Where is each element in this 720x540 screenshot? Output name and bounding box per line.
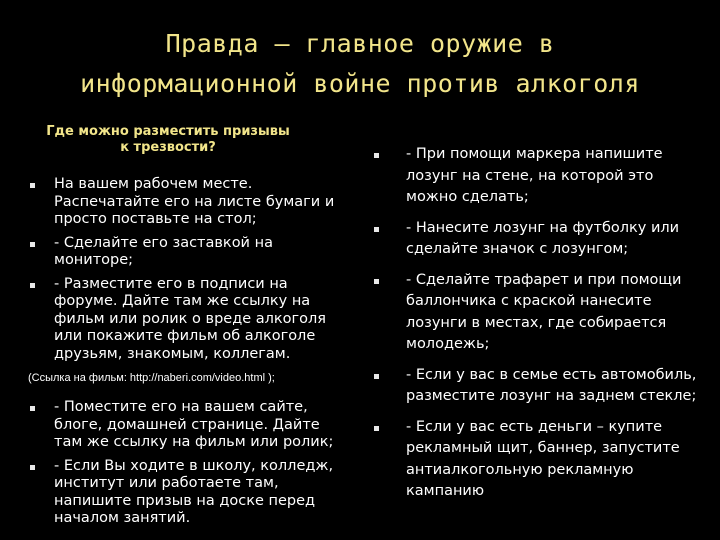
left-subheading [28,124,348,156]
slide-title [0,24,720,104]
slide-title-line-2: информационной войне против алкоголя [80,69,640,98]
square-bullet-icon [30,406,35,411]
list-item [28,235,348,270]
left-list-b [28,399,348,528]
list-item [28,399,348,452]
film-link-note: (Ссылка на фильм: http://naberi.com/video.html ); [28,372,275,384]
list-item-text: - При помощи маркера напишите лозунг на стене, на которой это можно сделать; [406,146,663,205]
square-bullet-icon [30,242,35,247]
left-column [28,124,348,534]
list-item-text: - Если Вы ходите в школу, колледж, институт или работаете там, напишите призыв на доске перед началом занятий. [54,457,334,526]
list-item [372,417,707,503]
list-item-text: - Поместите его на вашем сайте, блоге, домашней странице. Дайте там же ссылку на фильм или ролик; [54,399,334,450]
left-list-a [28,176,348,363]
list-item-text: - Если у вас есть деньги – купите рекламный щит, баннер, запустите антиалкогольную рекламную кампанию [406,418,680,499]
list-item [372,218,707,261]
list-item [372,365,707,408]
square-bullet-icon [30,465,35,470]
left-subheading-line-1: Где можно разместить призывы [46,124,290,139]
square-bullet-icon [30,283,35,288]
square-bullet-icon [374,426,379,431]
list-item [372,270,707,356]
list-item-text: - Нанесите лозунг на футболку или сделайте значок с лозунгом; [406,219,680,257]
list-item-text: - Если у вас в семье есть автомобиль, разместите лозунг на заднем стекле; [406,366,697,404]
square-bullet-icon [374,279,379,284]
right-list [372,144,707,503]
list-item-text: - Сделайте трафарет и при помощи баллончика с краской нанесите лозунги в местах, где собирается молодежь; [406,271,682,352]
list-item-text: - Разместите его в подписи на форуме. Дайте там же ссылку на фильм или ролик о вреде алкоголя или покажите фильм об алкоголе друзьям, знакомым, коллегам. [54,275,327,362]
square-bullet-icon [374,374,379,379]
list-item-text: На вашем рабочем месте. Распечатайте его на листе бумаги и просто поставьте на стол; [54,176,335,227]
square-bullet-icon [374,227,379,232]
list-item [28,458,348,528]
list-item [28,176,348,229]
list-item [28,276,348,364]
left-subheading-line-2: к трезвости? [120,140,216,155]
square-bullet-icon [374,153,379,158]
right-column [372,144,707,512]
list-item [372,144,707,209]
square-bullet-icon [30,183,35,188]
list-item-text: - Сделайте его заставкой на мониторе; [54,234,273,268]
slide-title-line-1: Правда – главное оружие в [165,29,555,58]
